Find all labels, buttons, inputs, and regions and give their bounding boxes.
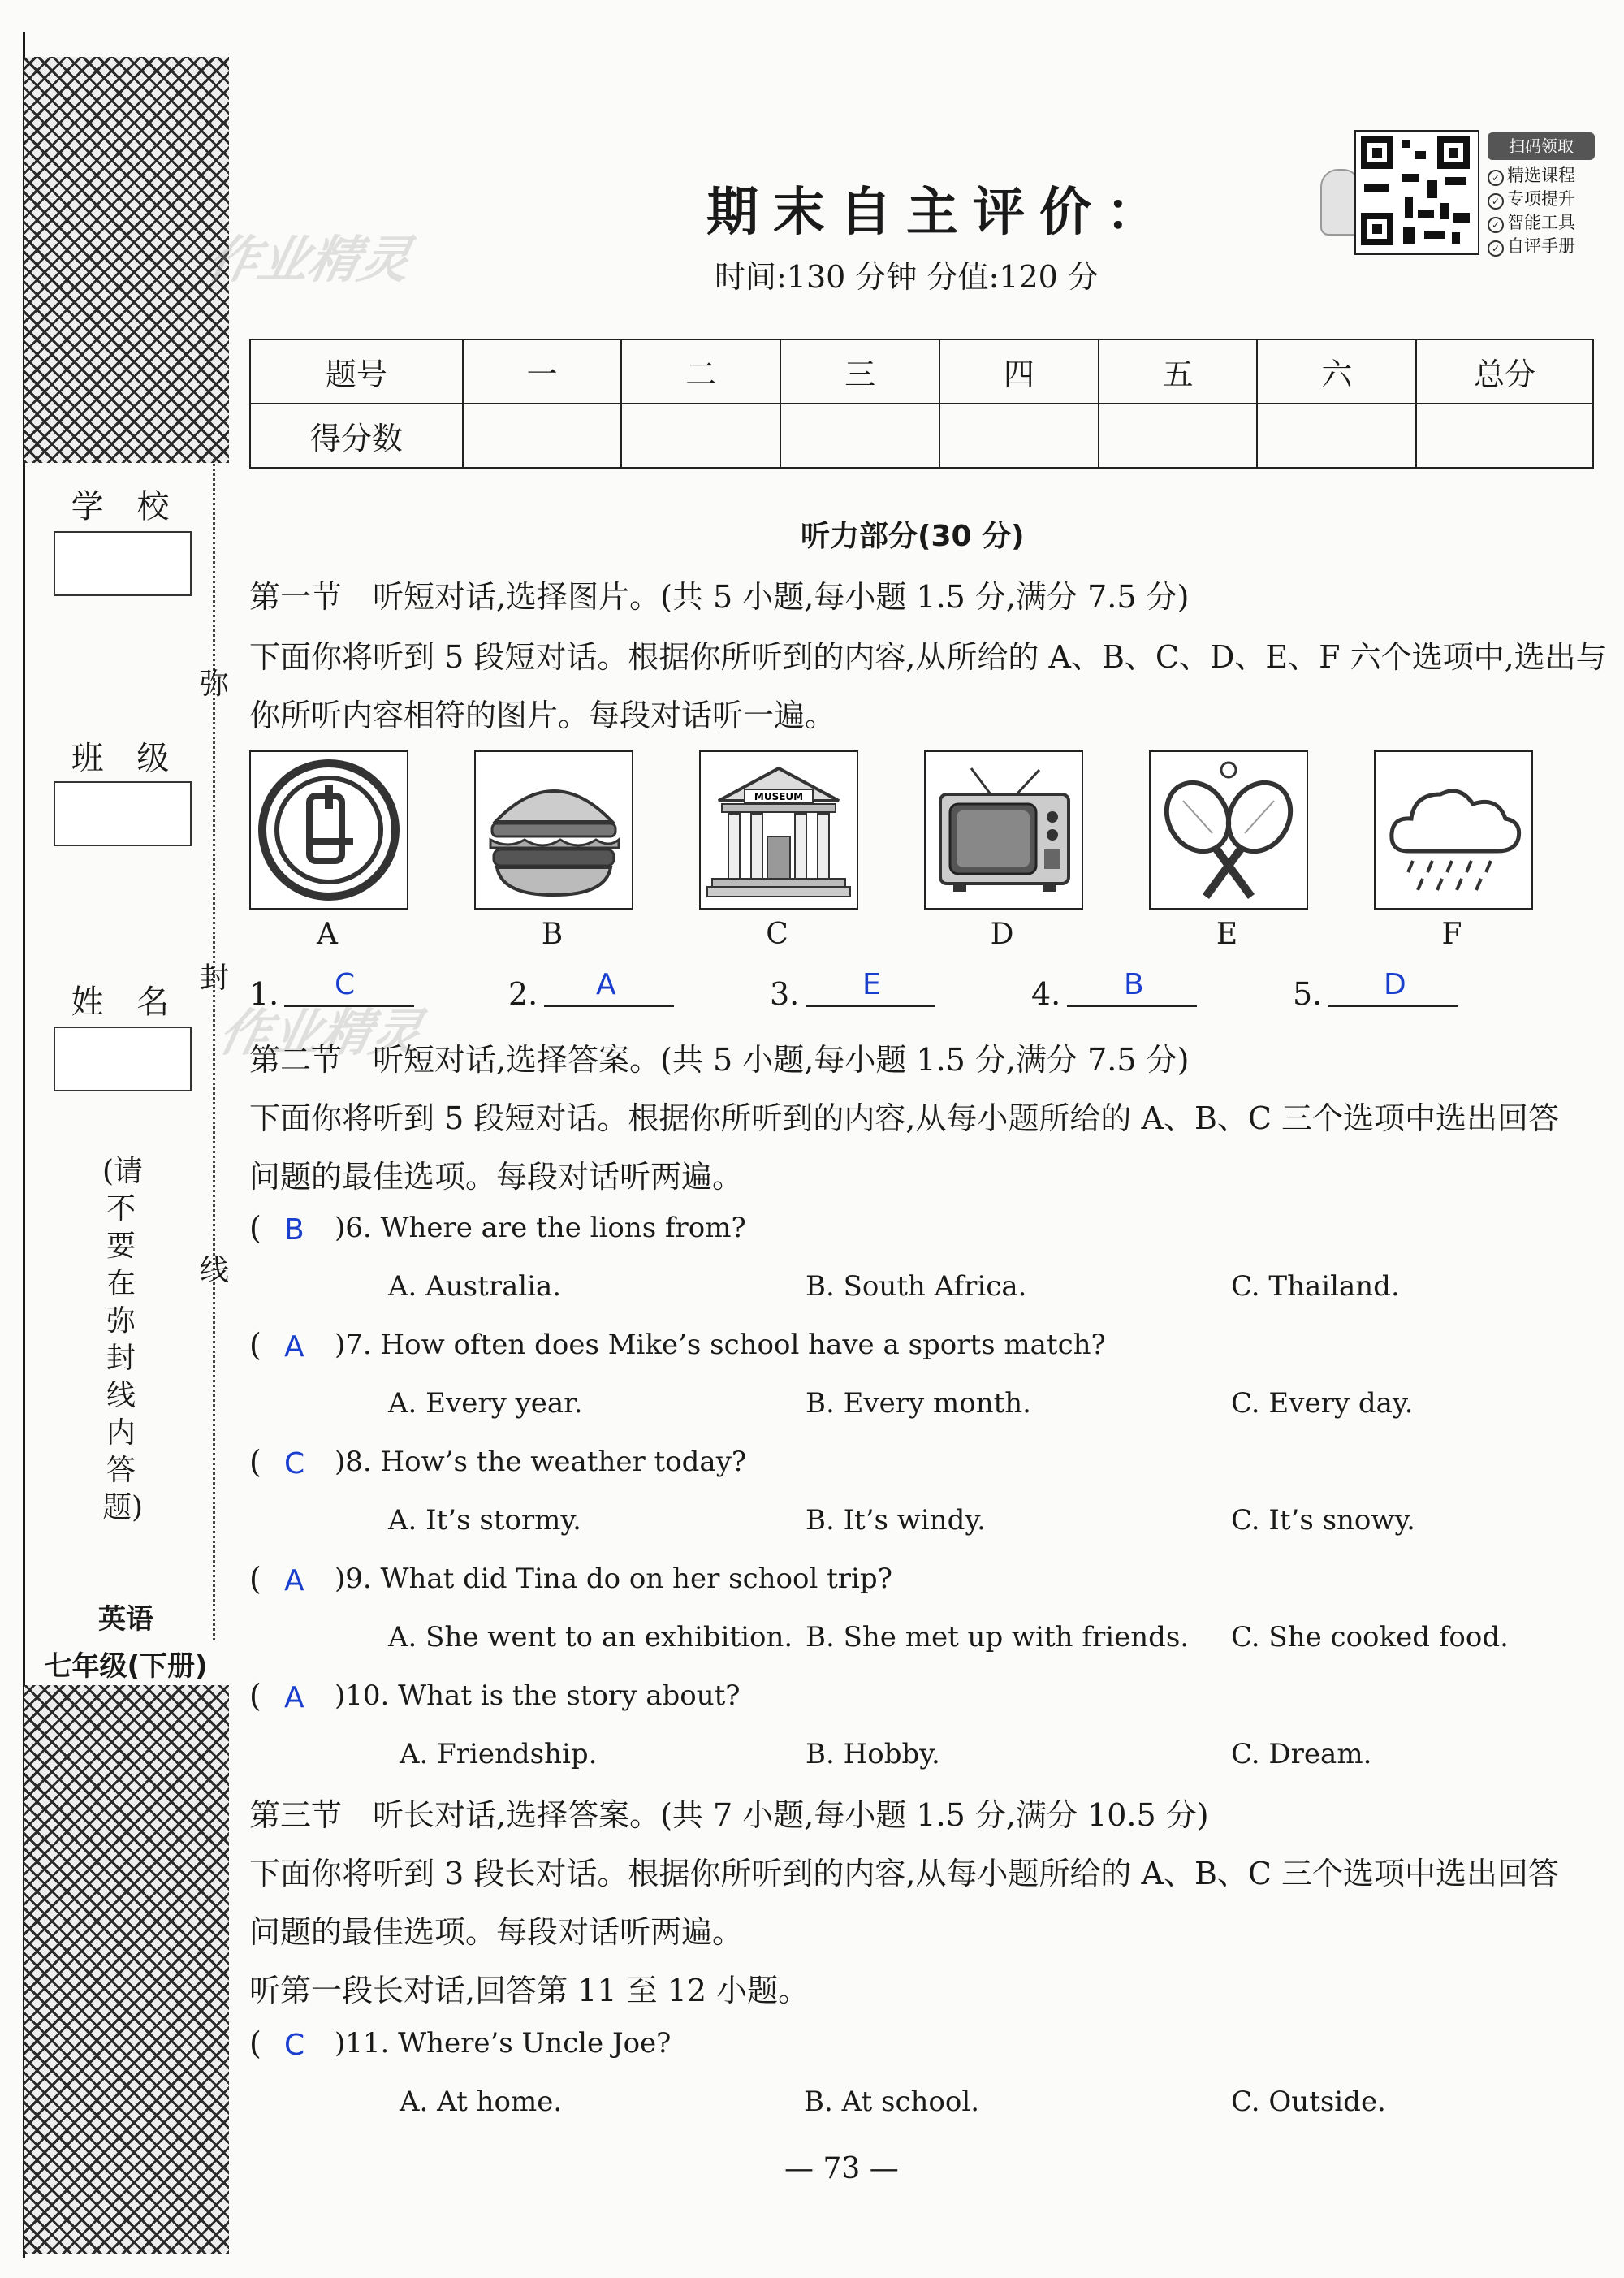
picture-e <box>1149 750 1308 910</box>
exam-time-score: 时间:130 分钟 分值:120 分 <box>715 259 1099 295</box>
part1-instruction: 下面你将听到 5 段短对话。根据你所听到的内容,从所给的 A、B、C、D、E、F 六个选项中,选出与 <box>249 639 1607 675</box>
check-circle-icon: ✓ <box>1488 193 1504 210</box>
answer-paren: ( <box>249 2025 261 2061</box>
score-cell[interactable] <box>463 404 622 468</box>
handwritten-answer: B <box>284 1213 304 1247</box>
qr-title: 扫码领取 <box>1488 132 1595 160</box>
hamburger-icon <box>476 752 632 908</box>
handwritten-answer: C <box>335 968 356 1001</box>
qr-item-improve[interactable]: ✓ 专项提升 <box>1488 186 1575 210</box>
picture-a <box>249 750 408 910</box>
museum-sign: MUSEUM <box>754 791 804 802</box>
question-9: )9. What did Tina do on her school trip? <box>335 1563 892 1595</box>
seal-char-xian: 线 <box>200 1254 230 1287</box>
handwritten-answer: A <box>284 1330 304 1364</box>
part1-instruction-cont: 你所听内容相符的图片。每段对话听一遍。 <box>249 698 836 733</box>
part3-sub-instruction: 听第一段长对话,回答第 11 至 12 小题。 <box>249 1973 810 2008</box>
question-7: )7. How often does Mike’s school have a sports match? <box>335 1329 1106 1361</box>
name-label: 姓 名 <box>71 983 181 1021</box>
option-a[interactable]: A. Every year. <box>388 1387 583 1420</box>
binding-pattern-top <box>24 57 229 463</box>
subject-label: 英语 <box>98 1603 153 1636</box>
watermark-top: 作业精灵 <box>202 230 417 289</box>
score-cell[interactable] <box>1257 404 1416 468</box>
picture-label: C <box>766 918 788 951</box>
check-circle-icon: ✓ <box>1488 240 1504 257</box>
handwritten-answer: B <box>1124 968 1144 1001</box>
school-label: 学 校 <box>71 488 181 525</box>
tennis-rackets-icon <box>1151 752 1307 908</box>
handwritten-answer: A <box>284 1564 304 1597</box>
score-cell[interactable] <box>780 404 939 468</box>
handwritten-answer: D <box>1384 968 1406 1001</box>
score-table-score-row <box>250 404 1593 468</box>
picture-b <box>474 750 633 910</box>
score-cell[interactable] <box>621 404 780 468</box>
question-8: )8. How’s the weather today? <box>335 1446 747 1478</box>
option-c[interactable]: C. Outside. <box>1231 2086 1386 2118</box>
binding-pattern-bottom <box>24 1685 229 2254</box>
picture-label: A <box>317 918 338 951</box>
question-6: )6. Where are the lions from? <box>335 1212 746 1244</box>
picture-d <box>924 750 1083 910</box>
television-icon <box>926 752 1082 908</box>
part2-instruction-cont: 问题的最佳选项。每段对话听两遍。 <box>249 1159 744 1195</box>
name-field[interactable] <box>54 1027 192 1091</box>
picture-f <box>1374 750 1533 910</box>
grade-label: 七年级(下册) <box>44 1650 208 1683</box>
score-table-header-row <box>250 339 1593 404</box>
option-a[interactable]: A. Australia. <box>388 1270 562 1303</box>
score-header-cell: 总分 <box>1416 339 1593 404</box>
score-header-cell: 一 <box>463 339 622 404</box>
score-cell[interactable] <box>1416 404 1593 468</box>
score-cell[interactable] <box>939 404 1099 468</box>
blank-number: 5. <box>1293 976 1323 1012</box>
part1-heading: 第一节 听短对话,选择图片。(共 5 小题,每小题 1.5 分,满分 7.5 分) <box>249 579 1190 615</box>
handwritten-answer: C <box>284 2029 305 2062</box>
score-header-cell: 二 <box>621 339 780 404</box>
option-c[interactable]: C. She cooked food. <box>1231 1621 1509 1653</box>
score-header-cell: 四 <box>939 339 1099 404</box>
qr-code-icon[interactable] <box>1354 130 1479 255</box>
blank-number: 4. <box>1031 976 1061 1012</box>
answer-paren: ( <box>249 1444 261 1480</box>
handwritten-answer: A <box>596 968 616 1001</box>
listening-section-title: 听力部分(30 分) <box>801 520 1025 553</box>
score-table <box>249 339 1594 469</box>
part3-instruction: 下面你将听到 3 段长对话。根据你所听到的内容,从每小题所给的 A、B、C 三个选项中选出回答 <box>249 1856 1560 1891</box>
part2-heading: 第二节 听短对话,选择答案。(共 5 小题,每小题 1.5 分,满分 7.5 分) <box>249 1042 1190 1078</box>
handwritten-answer: E <box>862 968 881 1001</box>
option-b[interactable]: B. At school. <box>804 2086 980 2118</box>
seal-char-mi: 弥 <box>200 668 230 701</box>
answer-paren: ( <box>249 1561 261 1597</box>
option-c[interactable]: C. It’s snowy. <box>1231 1504 1415 1537</box>
handwritten-answer: C <box>284 1447 305 1480</box>
page-title: 期末自主评价： <box>706 182 1173 243</box>
option-b[interactable]: B. Every month. <box>806 1387 1031 1420</box>
class-label: 班 级 <box>71 740 181 777</box>
part3-instruction-cont: 问题的最佳选项。每段对话听两遍。 <box>249 1914 744 1950</box>
option-c[interactable]: C. Thailand. <box>1231 1270 1400 1303</box>
picture-label: B <box>541 918 564 951</box>
blank-number: 3. <box>770 976 800 1012</box>
option-a[interactable]: A. Friendship. <box>400 1738 598 1770</box>
handwritten-answer: A <box>284 1681 304 1714</box>
option-a[interactable]: A. She went to an exhibition. <box>388 1621 793 1653</box>
class-field[interactable] <box>54 781 192 846</box>
answer-blank[interactable] <box>1328 1005 1458 1007</box>
score-header-cell: 三 <box>780 339 939 404</box>
option-a[interactable]: A. At home. <box>400 2086 563 2118</box>
no-photo-sign-icon <box>251 752 407 908</box>
page-number: — 73 — <box>784 2152 899 2185</box>
picture-c <box>699 750 858 910</box>
answer-blank[interactable] <box>1067 1005 1197 1007</box>
answer-blank[interactable] <box>284 1005 414 1007</box>
rain-cloud-icon <box>1376 752 1531 908</box>
binding-dotted-line <box>213 455 215 1640</box>
score-header-cell: 六 <box>1257 339 1416 404</box>
check-circle-icon: ✓ <box>1488 217 1504 233</box>
option-c[interactable]: C. Every day. <box>1231 1387 1414 1420</box>
option-b[interactable]: B. She met up with friends. <box>806 1621 1190 1653</box>
picture-label: F <box>1441 918 1462 951</box>
option-b[interactable]: B. It’s windy. <box>806 1504 986 1537</box>
option-b[interactable]: B. Hobby. <box>806 1738 940 1770</box>
score-header-cell: 题号 <box>250 339 463 404</box>
blank-number: 2. <box>508 976 538 1012</box>
answer-paren: ( <box>249 1327 261 1363</box>
answer-blank[interactable] <box>544 1005 674 1007</box>
do-not-answer-note: (请不要在弥封线内答题) <box>102 1155 144 1524</box>
score-cell[interactable] <box>1099 404 1258 468</box>
picture-label: E <box>1216 918 1238 951</box>
option-a[interactable]: A. It’s stormy. <box>388 1504 581 1537</box>
blank-number: 1. <box>249 976 279 1012</box>
seal-char-feng: 封 <box>200 962 230 995</box>
qr-item-tools[interactable]: ✓ 智能工具 <box>1488 210 1575 234</box>
question-10: )10. What is the story about? <box>335 1679 741 1712</box>
school-field[interactable] <box>54 531 192 596</box>
score-header-cell: 五 <box>1099 339 1258 404</box>
answer-blank[interactable] <box>806 1005 935 1007</box>
qr-item-courses[interactable]: ✓ 精选课程 <box>1488 162 1575 187</box>
museum-icon <box>701 752 857 908</box>
option-c[interactable]: C. Dream. <box>1231 1738 1372 1770</box>
watermark-middle: 作业精灵 <box>214 1003 428 1062</box>
score-row-label: 得分数 <box>250 404 463 468</box>
part3-heading: 第三节 听长对话,选择答案。(共 7 小题,每小题 1.5 分,满分 10.5 分) <box>249 1797 1209 1833</box>
picture-label: D <box>990 918 1014 951</box>
answer-paren: ( <box>249 1210 261 1246</box>
question-11: )11. Where’s Uncle Joe? <box>335 2027 672 2060</box>
part2-instruction: 下面你将听到 5 段短对话。根据你所听到的内容,从每小题所给的 A、B、C 三个选项中选出回答 <box>249 1100 1560 1136</box>
option-b[interactable]: B. South Africa. <box>806 1270 1027 1303</box>
check-circle-icon: ✓ <box>1488 170 1504 186</box>
answer-paren: ( <box>249 1678 261 1714</box>
qr-item-handbook[interactable]: ✓ 自评手册 <box>1488 233 1575 257</box>
